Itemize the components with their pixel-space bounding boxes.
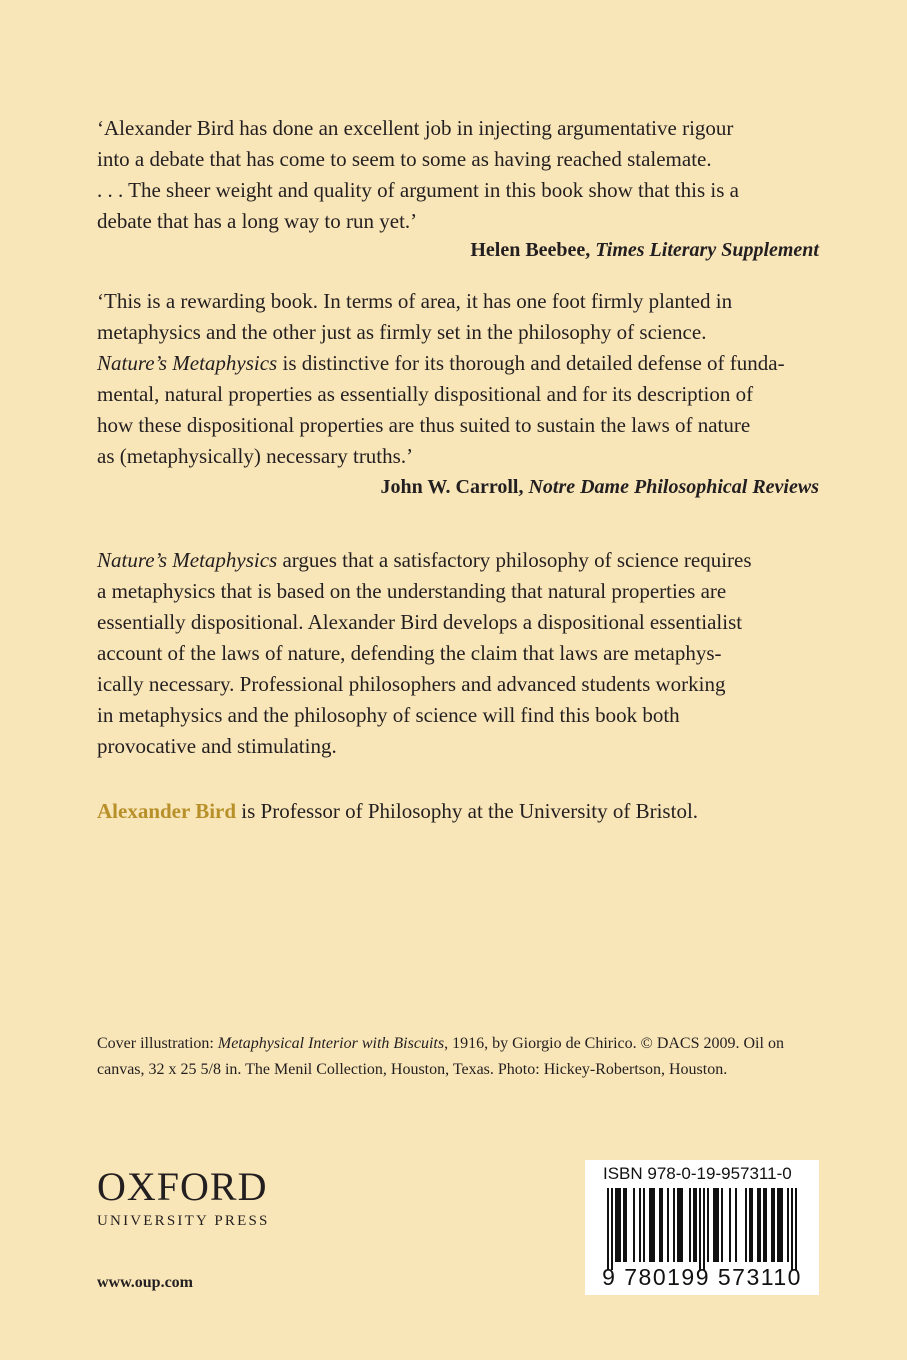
barcode-bar <box>667 1188 669 1262</box>
barcode-bar <box>779 1188 781 1262</box>
publisher-subtitle: UNIVERSITY PRESS <box>97 1213 270 1229</box>
book-title-italic: Nature’s Metaphysics <box>97 351 278 375</box>
barcode-bar <box>715 1188 717 1262</box>
description-line: ically necessary. Professional philosophers and advanced students working <box>97 672 726 696</box>
quote-line: . . . The sheer weight and quality of argument in this book show that this is a <box>97 178 739 202</box>
barcode-bar <box>607 1188 609 1270</box>
barcode-bar <box>689 1188 691 1262</box>
barcode-bar <box>751 1188 753 1262</box>
barcode-bar <box>703 1188 705 1270</box>
description-line: account of the laws of nature, defending the claim that laws are metaphys- <box>97 641 722 665</box>
barcode-bar <box>699 1188 701 1270</box>
barcode-bar <box>619 1188 621 1262</box>
review-source: Times Literary Supplement <box>595 239 819 261</box>
barcode-digits: 9 780199 573110 <box>602 1264 802 1290</box>
barcode-bar <box>679 1188 681 1262</box>
barcode-bar <box>661 1188 663 1262</box>
isbn-label: ISBN 978-0-19-957311-0 <box>603 1164 792 1183</box>
publisher-name: OXFORD <box>97 1164 268 1209</box>
barcode-bar <box>623 1188 625 1262</box>
barcode-bar <box>777 1188 779 1262</box>
barcode-bar <box>617 1188 619 1262</box>
barcode-bar <box>625 1188 627 1262</box>
review-quote-1 <box>97 113 819 237</box>
barcode-bar <box>735 1188 737 1262</box>
isbn-barcode <box>585 1160 819 1295</box>
publisher-website: www.oup.com <box>97 1274 194 1291</box>
quote-line: into a debate that has come to seem to some as having reached stalemate. <box>97 147 712 171</box>
quote-line: metaphysics and the other just as firmly set in the philosophy of science. <box>97 320 707 344</box>
barcode-bar <box>763 1188 765 1262</box>
barcode-bar <box>681 1188 683 1262</box>
author-bio <box>97 796 819 827</box>
description-line: Nature’s Metaphysics argues that a satisfactory philosophy of science requires <box>97 548 752 572</box>
barcode-bar <box>673 1188 675 1262</box>
barcode-bar <box>795 1188 797 1270</box>
quote-line: debate that has a long way to run yet.’ <box>97 209 418 233</box>
barcode-bar <box>721 1188 723 1262</box>
barcode-bar <box>713 1188 715 1262</box>
artwork-title: Metaphysical Interior with Biscuits <box>217 1035 445 1052</box>
barcode-bar <box>749 1188 751 1262</box>
barcode-bar <box>651 1188 653 1262</box>
barcode-bar <box>615 1188 617 1262</box>
quote-line: how these dispositional properties are thus suited to sustain the laws of nature <box>97 413 751 437</box>
barcode-bar <box>611 1188 613 1270</box>
barcode-bar <box>643 1188 645 1262</box>
book-title-italic: Nature’s Metaphysics <box>97 548 278 572</box>
reviewer-name: Helen Beebee <box>470 239 586 261</box>
reviewer-name: John W. Carroll <box>380 476 519 498</box>
quote-line: ‘This is a rewarding book. In terms of area, it has one foot firmly planted in <box>97 289 733 313</box>
review-source: Notre Dame Philosophical Reviews <box>528 476 819 498</box>
barcode-bar <box>695 1188 697 1262</box>
barcode-bar <box>707 1188 709 1262</box>
quote-line: Nature’s Metaphysics is distinctive for its thorough and detailed defense of funda- <box>97 351 785 375</box>
barcode-bar <box>757 1188 759 1262</box>
barcode-bar <box>693 1188 695 1262</box>
review-attribution-1: Helen Beebee, Times Literary Supplement <box>470 239 819 261</box>
barcode-bar <box>745 1188 747 1262</box>
barcode-bar <box>765 1188 767 1262</box>
description-line: essentially dispositional. Alexander Bird develops a dispositional essentialist <box>97 610 743 634</box>
book-description <box>97 545 819 762</box>
barcode-bar <box>653 1188 655 1262</box>
description-line: provocative and stimulating. <box>97 734 337 758</box>
barcode-bar <box>759 1188 761 1262</box>
quote-line: ‘Alexander Bird has done an excellent job in injecting argumentative rigour <box>97 116 734 140</box>
description-line: in metaphysics and the philosophy of science will find this book both <box>97 703 680 727</box>
barcode-bar <box>791 1188 793 1270</box>
cover-credit: Cover illustration: Metaphysical Interior with Biscuits, 1916, by Giorgio de Chirico. © DACS 2009. Oil on canvas, 32 x 25 5/8 in. The Menil Collection, Houston, Texas. Photo: Hickey-Robertson, Houston. <box>97 1035 784 1078</box>
barcode-bar <box>649 1188 651 1262</box>
barcode-bar <box>677 1188 679 1262</box>
barcode-bar <box>781 1188 783 1262</box>
author-name: Alexander Bird <box>97 799 237 823</box>
description-line: a metaphysics that is based on the understanding that natural properties are <box>97 579 727 603</box>
review-quote-2 <box>97 286 819 472</box>
barcode-bar <box>633 1188 635 1262</box>
quote-line: as (metaphysically) necessary truths.’ <box>97 444 414 468</box>
quote-line: mental, natural properties as essentially dispositional and for its description of <box>97 382 754 406</box>
barcode-bar <box>771 1188 773 1262</box>
barcode-bar <box>639 1188 641 1262</box>
review-attribution-2: John W. Carroll, Notre Dame Philosophical Reviews <box>380 476 819 498</box>
barcode-bar <box>717 1188 719 1262</box>
barcode-bar <box>773 1188 775 1262</box>
author-bio-text: is Professor of Philosophy at the University of Bristol. <box>236 799 699 823</box>
barcode-bar <box>729 1188 731 1262</box>
barcode-bar <box>659 1188 661 1262</box>
barcode-bar <box>787 1188 789 1262</box>
publisher-logo <box>97 1165 270 1231</box>
